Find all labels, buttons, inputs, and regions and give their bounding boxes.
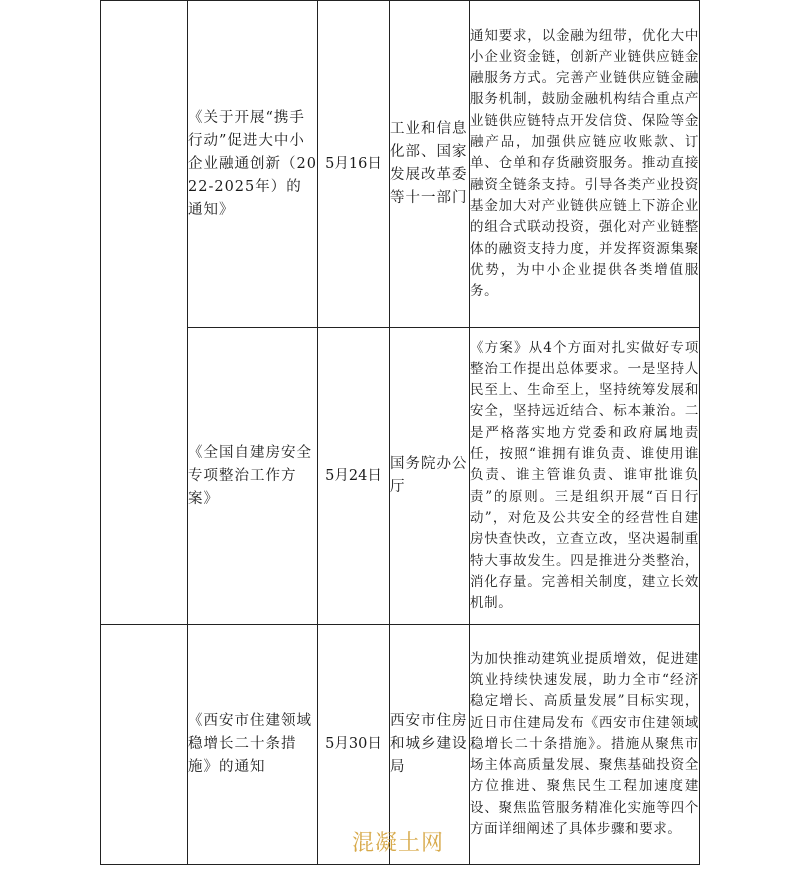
policy-name-cell bbox=[188, 625, 318, 865]
category-cell bbox=[101, 625, 188, 865]
category-cell bbox=[101, 1, 188, 625]
policy-name-cell bbox=[188, 328, 318, 625]
policy-content: 通知要求，以金融为纽带，优化大中小企业资金链，创新产业链供应链金融服务方式。完善产业链供应链金融服务机制，鼓励金融机构结合重点产业链供应链特点开发信贷、保险等金融产品，加强供应链应收账款、订单、仓单和存货融资服务。推动直接融资全链条支持。引导各类产业投资基金加大对产业链供应链上下游企业的组合式联动投资，强化对产业链整体的融资支持力度，并发挥资源集聚优势，为中小企业提供各类增值服务。 bbox=[470, 27, 699, 300]
policy-table bbox=[100, 0, 700, 865]
content-cell bbox=[470, 328, 700, 625]
issue-date-cell bbox=[318, 1, 390, 328]
issuing-department: 西安市住房和城乡建设局 bbox=[390, 713, 468, 775]
issue-date: 5月30日 bbox=[325, 736, 382, 752]
table-row bbox=[101, 1, 700, 328]
issue-date: 5月16日 bbox=[325, 155, 382, 172]
issuing-department: 工业和信息化部、国家发展改革委等十一部门 bbox=[390, 121, 468, 206]
table-row bbox=[101, 328, 700, 625]
issue-date-cell bbox=[318, 328, 390, 625]
policy-name: 《全国自建房安全专项整治工作方案》 bbox=[188, 444, 312, 507]
issue-date: 5月24日 bbox=[325, 467, 382, 484]
issuing-department: 国务院办公厅 bbox=[390, 456, 468, 495]
department-cell bbox=[390, 328, 470, 625]
department-cell bbox=[390, 1, 470, 328]
policy-name-cell bbox=[188, 1, 318, 328]
watermark: 混凝土网 bbox=[352, 831, 445, 856]
content-cell bbox=[470, 1, 700, 328]
policy-name: 《西安市住建领域稳增长二十条措施》的通知 bbox=[188, 713, 312, 775]
policy-content: 《方案》从4个方面对扎实做好专项整治工作提出总体要求。一是坚持人民至上、生命至上，坚持统筹发展和安全，坚持远近结合、标本兼治。二是严格落实地方党委和政府属地责任，按照“谁拥有谁负责、谁使用谁负责、谁主管谁负责、谁审批谁负责”的原则。三是组织开展“百日行动”，对危及公共安全的经营性自建房快查快改，立查立改，坚决遏制重特大事故发生。四是推进分类整治，消化存量。完善相关制度，建立长效机制。 bbox=[470, 339, 699, 612]
content-cell bbox=[470, 625, 700, 865]
policy-content: 为加快推动建筑业提质增效，促进建筑业持续快速发展，助力全市“经济稳定增长、高质量发展”目标实现，近日市住建局发布《西安市住建领域稳增长二十条措施》。措施从聚焦市场主体高质量发展、聚焦基础投资全方位推进、聚焦民生工程加速度建设、聚焦监管服务精准化实施等四个方面详细阐述了具体步骤和要求。 bbox=[470, 650, 699, 838]
policy-name: 《关于开展“携手行动”促进大中小企业融通创新（2022-2025年）的通知》 bbox=[188, 109, 317, 218]
